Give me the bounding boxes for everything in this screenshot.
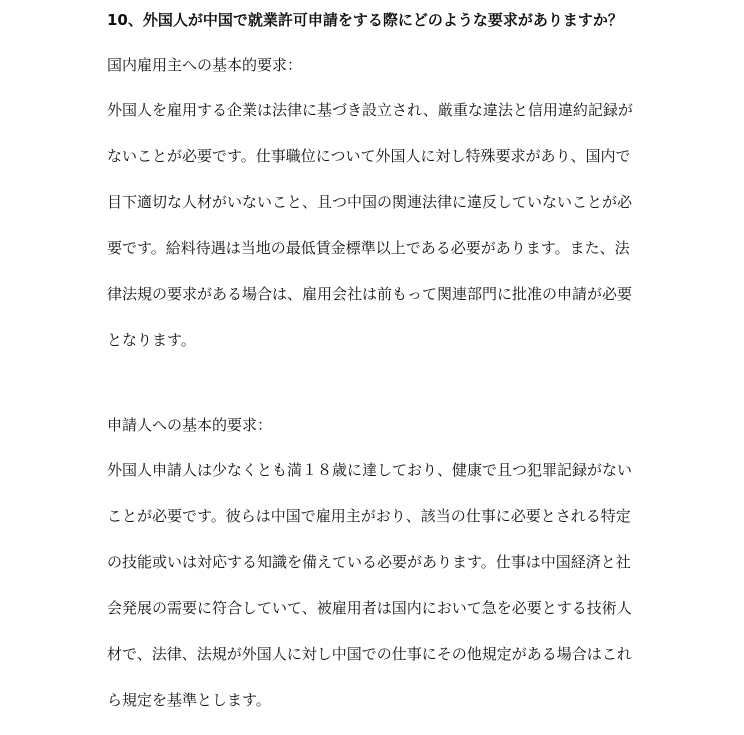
paragraph-line: の技能或いは対応する知識を備えている必要があります。仕事は中国経済と社: [107, 553, 631, 571]
paragraph-line: 会発展の需要に符合していて、被雇用者は国内において急を必要とする技術人: [107, 599, 632, 617]
paragraph-line: 律法規の要求がある場合は、雇用会社は前もって関連部門に批准の申請が必要: [107, 285, 633, 303]
paragraph-line: 目下適切な人材がいないこと、且つ中国の関連法律に違反していないことが必: [107, 193, 633, 211]
paragraph-line: 要です。給料待遇は当地の最低賃金標準以上である必要があります。また、法: [107, 239, 630, 257]
paragraph-line: 材で、法律、法規が外国人に対し中国での仕事にその他規定がある場合はこれ: [107, 645, 632, 663]
paragraph-line: となります。: [107, 331, 196, 349]
paragraph-line: ら規定を基準とします。: [107, 691, 271, 709]
paragraph-line: 外国人申請人は少なくとも満１８歳に達しており、健康で且つ犯罪記録がない: [107, 461, 633, 479]
paragraph-line: ことが必要です。彼らは中国で雇用主がおり、該当の仕事に必要とされる特定: [107, 507, 631, 525]
paragraph-line: 外国人を雇用する企業は法律に基づき設立され、厳重な違法と信用違約記録が: [107, 101, 633, 119]
paragraph-line: ないことが必要です。仕事職位について外国人に対し特殊要求があり、国内で: [107, 147, 631, 165]
employer-requirements-paragraph: [107, 99, 642, 375]
applicant-requirements-paragraph: [107, 459, 642, 735]
applicant-requirements-heading: 申請人への基本的要求：: [107, 416, 273, 434]
employer-requirements-heading: 国内雇用主への基本的要求：: [107, 56, 303, 74]
question-title: 10、外国人が中国で就業許可申請をする際にどのような要求がありますか？: [107, 11, 623, 29]
